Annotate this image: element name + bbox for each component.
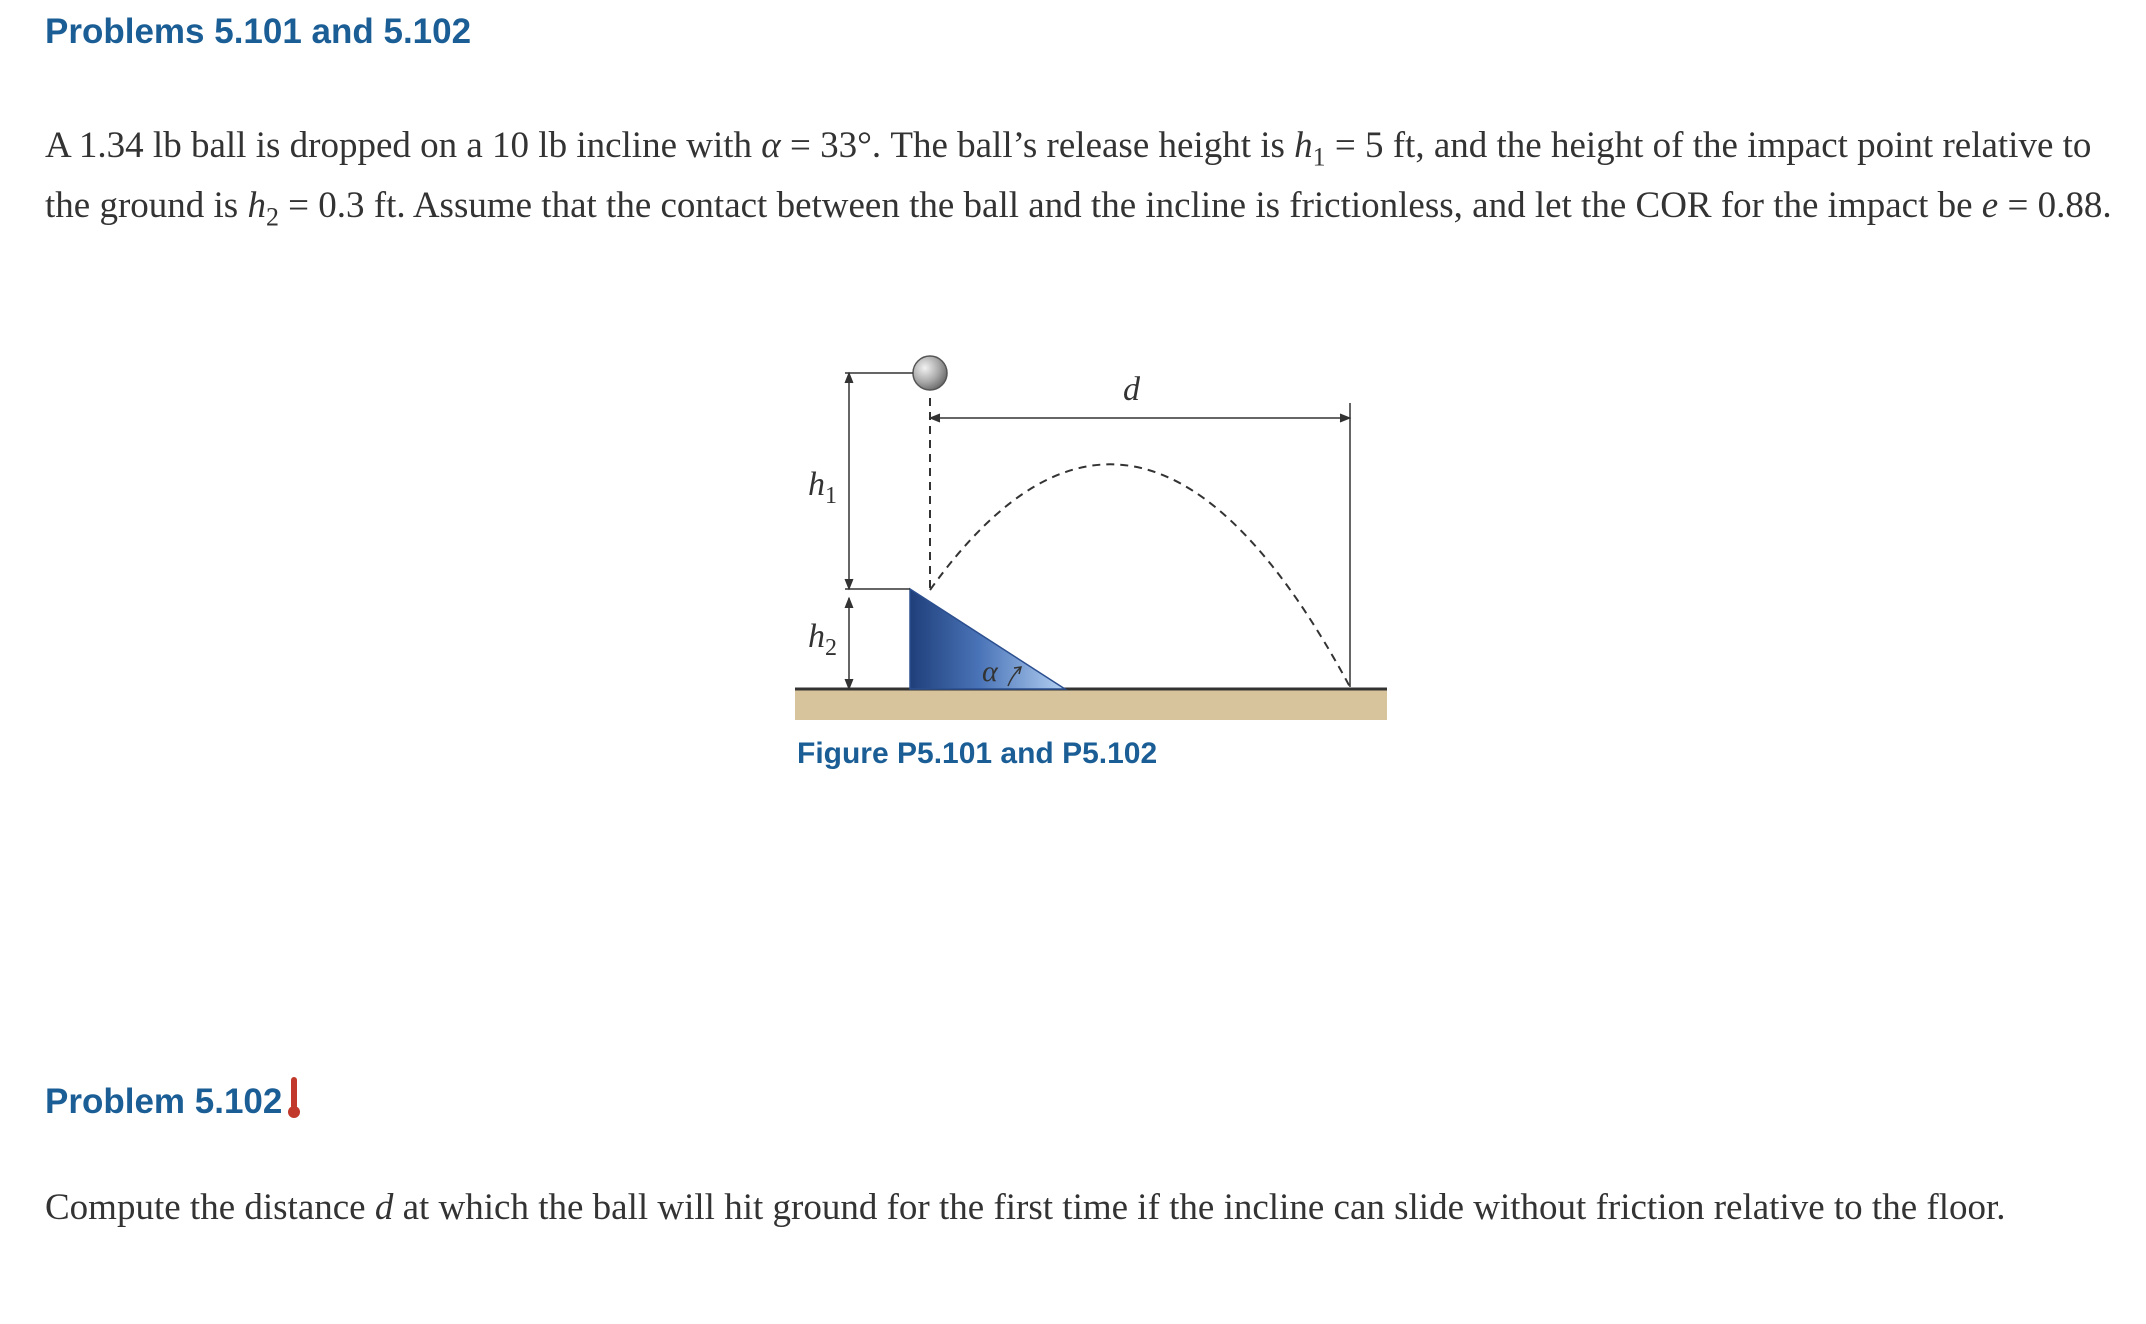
page-title: Problems 5.101 and 5.102 [45, 12, 472, 51]
problem-heading [45, 1075, 302, 1119]
alpha-label: α [982, 655, 998, 688]
figure-caption: Figure P5.101 and P5.102 [797, 737, 1158, 770]
intro-text-1: A 1.34 lb ball is dropped on a 10 lb incline with [45, 125, 762, 166]
d-arrow-right [1340, 414, 1350, 422]
question-text-1: Compute the distance [45, 1187, 375, 1228]
h1-subscript: 1 [1312, 142, 1326, 172]
d-arrow-left [930, 414, 940, 422]
h2-subscript: 2 [265, 202, 279, 232]
problem-statement [45, 116, 2125, 236]
h1-label: $h_1$ [808, 466, 837, 509]
question-text-2: at which the ball will hit ground for the first time if the incline can slide without friction relative to the floor. [393, 1187, 2006, 1228]
h1-symbol: h [1294, 125, 1313, 166]
ball [913, 356, 947, 390]
d-symbol: d [374, 1187, 394, 1228]
intro-text-5: = 0.88. [1998, 185, 2112, 226]
ground [795, 689, 1387, 720]
problem-heading-text: Problem 5.102 [45, 1082, 283, 1121]
h2-arrow-top [845, 598, 853, 608]
intro-text-3: = 5 ft, and the height of the impact point relative to the ground is [45, 125, 2092, 226]
thermometer-icon [286, 1075, 302, 1119]
problem-question [45, 1178, 2125, 1238]
h1-arrow-top [845, 373, 853, 383]
intro-text-2: = 33°. The ball’s release height is [780, 125, 1295, 166]
intro-text-4: = 0.3 ft. Assume that the contact between the ball and the incline is frictionless, and let the COR for the impact be [278, 185, 1982, 226]
figure-p5-101 [790, 350, 1395, 725]
d-label: d [1123, 371, 1140, 408]
e-symbol: e [1981, 185, 1999, 226]
h2-label: $h_2$ [808, 618, 837, 661]
h1-arrow-bottom [845, 579, 853, 589]
alpha-symbol: α [761, 125, 781, 166]
h2-symbol: h [247, 185, 266, 226]
